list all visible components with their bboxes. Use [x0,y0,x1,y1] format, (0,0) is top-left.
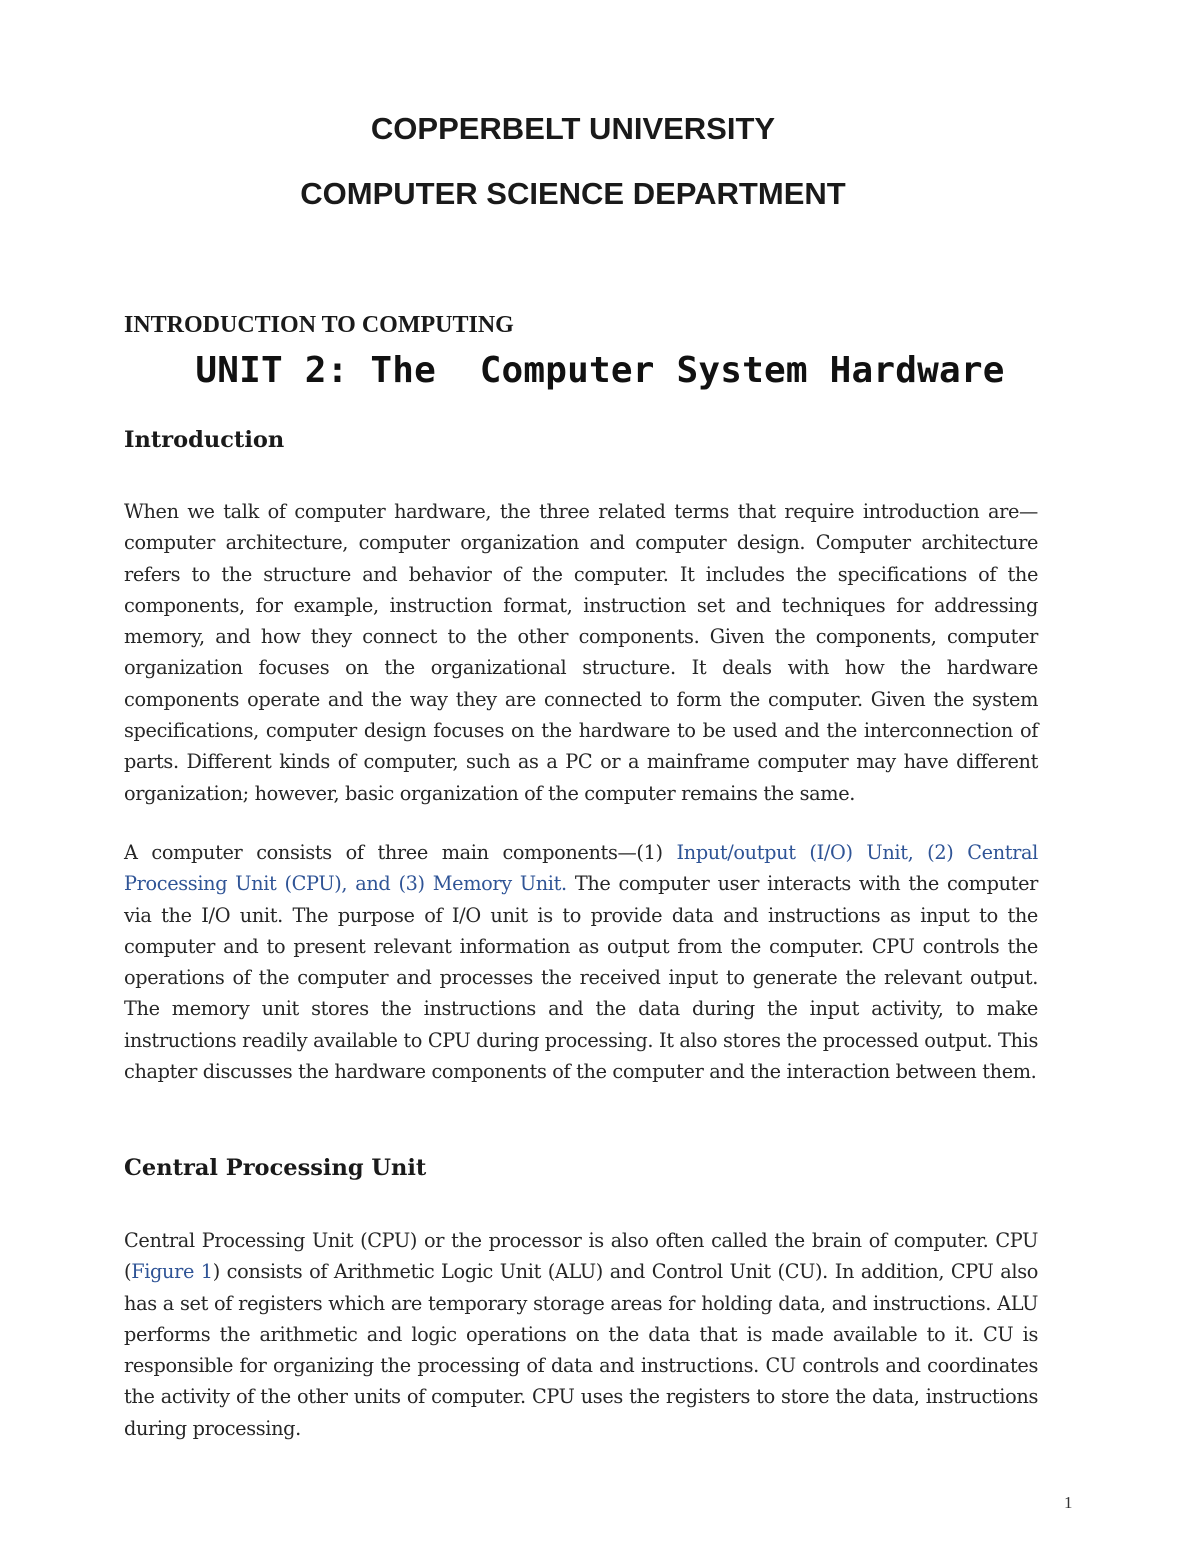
unit-title: UNIT 2: The Computer System Hardware [195,350,1005,391]
department-name: COMPUTER SCIENCE DEPARTMENT [300,176,846,211]
figure-1-link[interactable]: Figure 1 [131,1260,213,1284]
introduction-paragraph-1: When we talk of computer hardware, the three related terms that require introduction are—computer architecture, computer organization and computer design. Computer architecture refers to the structure and behavior of the computer. It includes the specifications of the components, for example, instruction format, instruction set and techniques for addressing memory, and how they connect to the other components. Given the components, computer organization focuses on the organizational structure. It deals with how the hardware components operate and the way they are connected to form the computer. Given the system specifications, computer design focuses on the hardware to be used and the interconnection of parts. Different kinds of computer, such as a PC or a mainframe computer may have different organization; however, basic organization of the computer remains the same. [124,500,1038,805]
introduction-heading: Introduction [124,427,285,453]
university-name: COPPERBELT UNIVERSITY [370,111,776,146]
components-link[interactable]: Input/output (I/O) Unit, (2) Central Processing Unit (CPU), and (3) Memory Unit. [124,841,1038,896]
page-number: 1 [1064,1493,1073,1512]
paragraph-text: ) consists of Arithmetic Logic Unit (ALU) and Control Unit (CU). In addition, CPU also has a set of registers which are temporary storage areas for holding data, and instructions. ALU performs the arithmetic and logic operations on the data that is made available to it. CU is responsible for organizing the processing of data and instructions. CU controls and coordinates the activity of the other units of computer. CPU uses the registers to store the data, instructions during processing. [124,1260,1038,1440]
paragraph-text: A computer consists of three main components—(1) [124,841,677,864]
paragraph-text: Central Processing Unit (CPU) or the processor is also often called the brain of computer. CPU ( [124,1229,1038,1284]
course-title: INTRODUCTION TO COMPUTING [124,312,514,338]
cpu-paragraph [124,1225,1038,1444]
paragraph-text: The computer user interacts with the computer via the I/O unit. The purpose of I/O unit is to provide data and instructions as input to the computer and to present relevant information as output from the computer. CPU controls the operations of the computer and processes the received input to generate the relevant output. The memory unit stores the instructions and the data during the input activity, to make instructions readily available to CPU during processing. It also stores the processed output. This chapter discusses the hardware components of the computer and the interaction between them. [124,872,1038,1084]
cpu-heading: Central Processing Unit [124,1155,427,1181]
introduction-paragraph-2 [124,837,1038,1087]
